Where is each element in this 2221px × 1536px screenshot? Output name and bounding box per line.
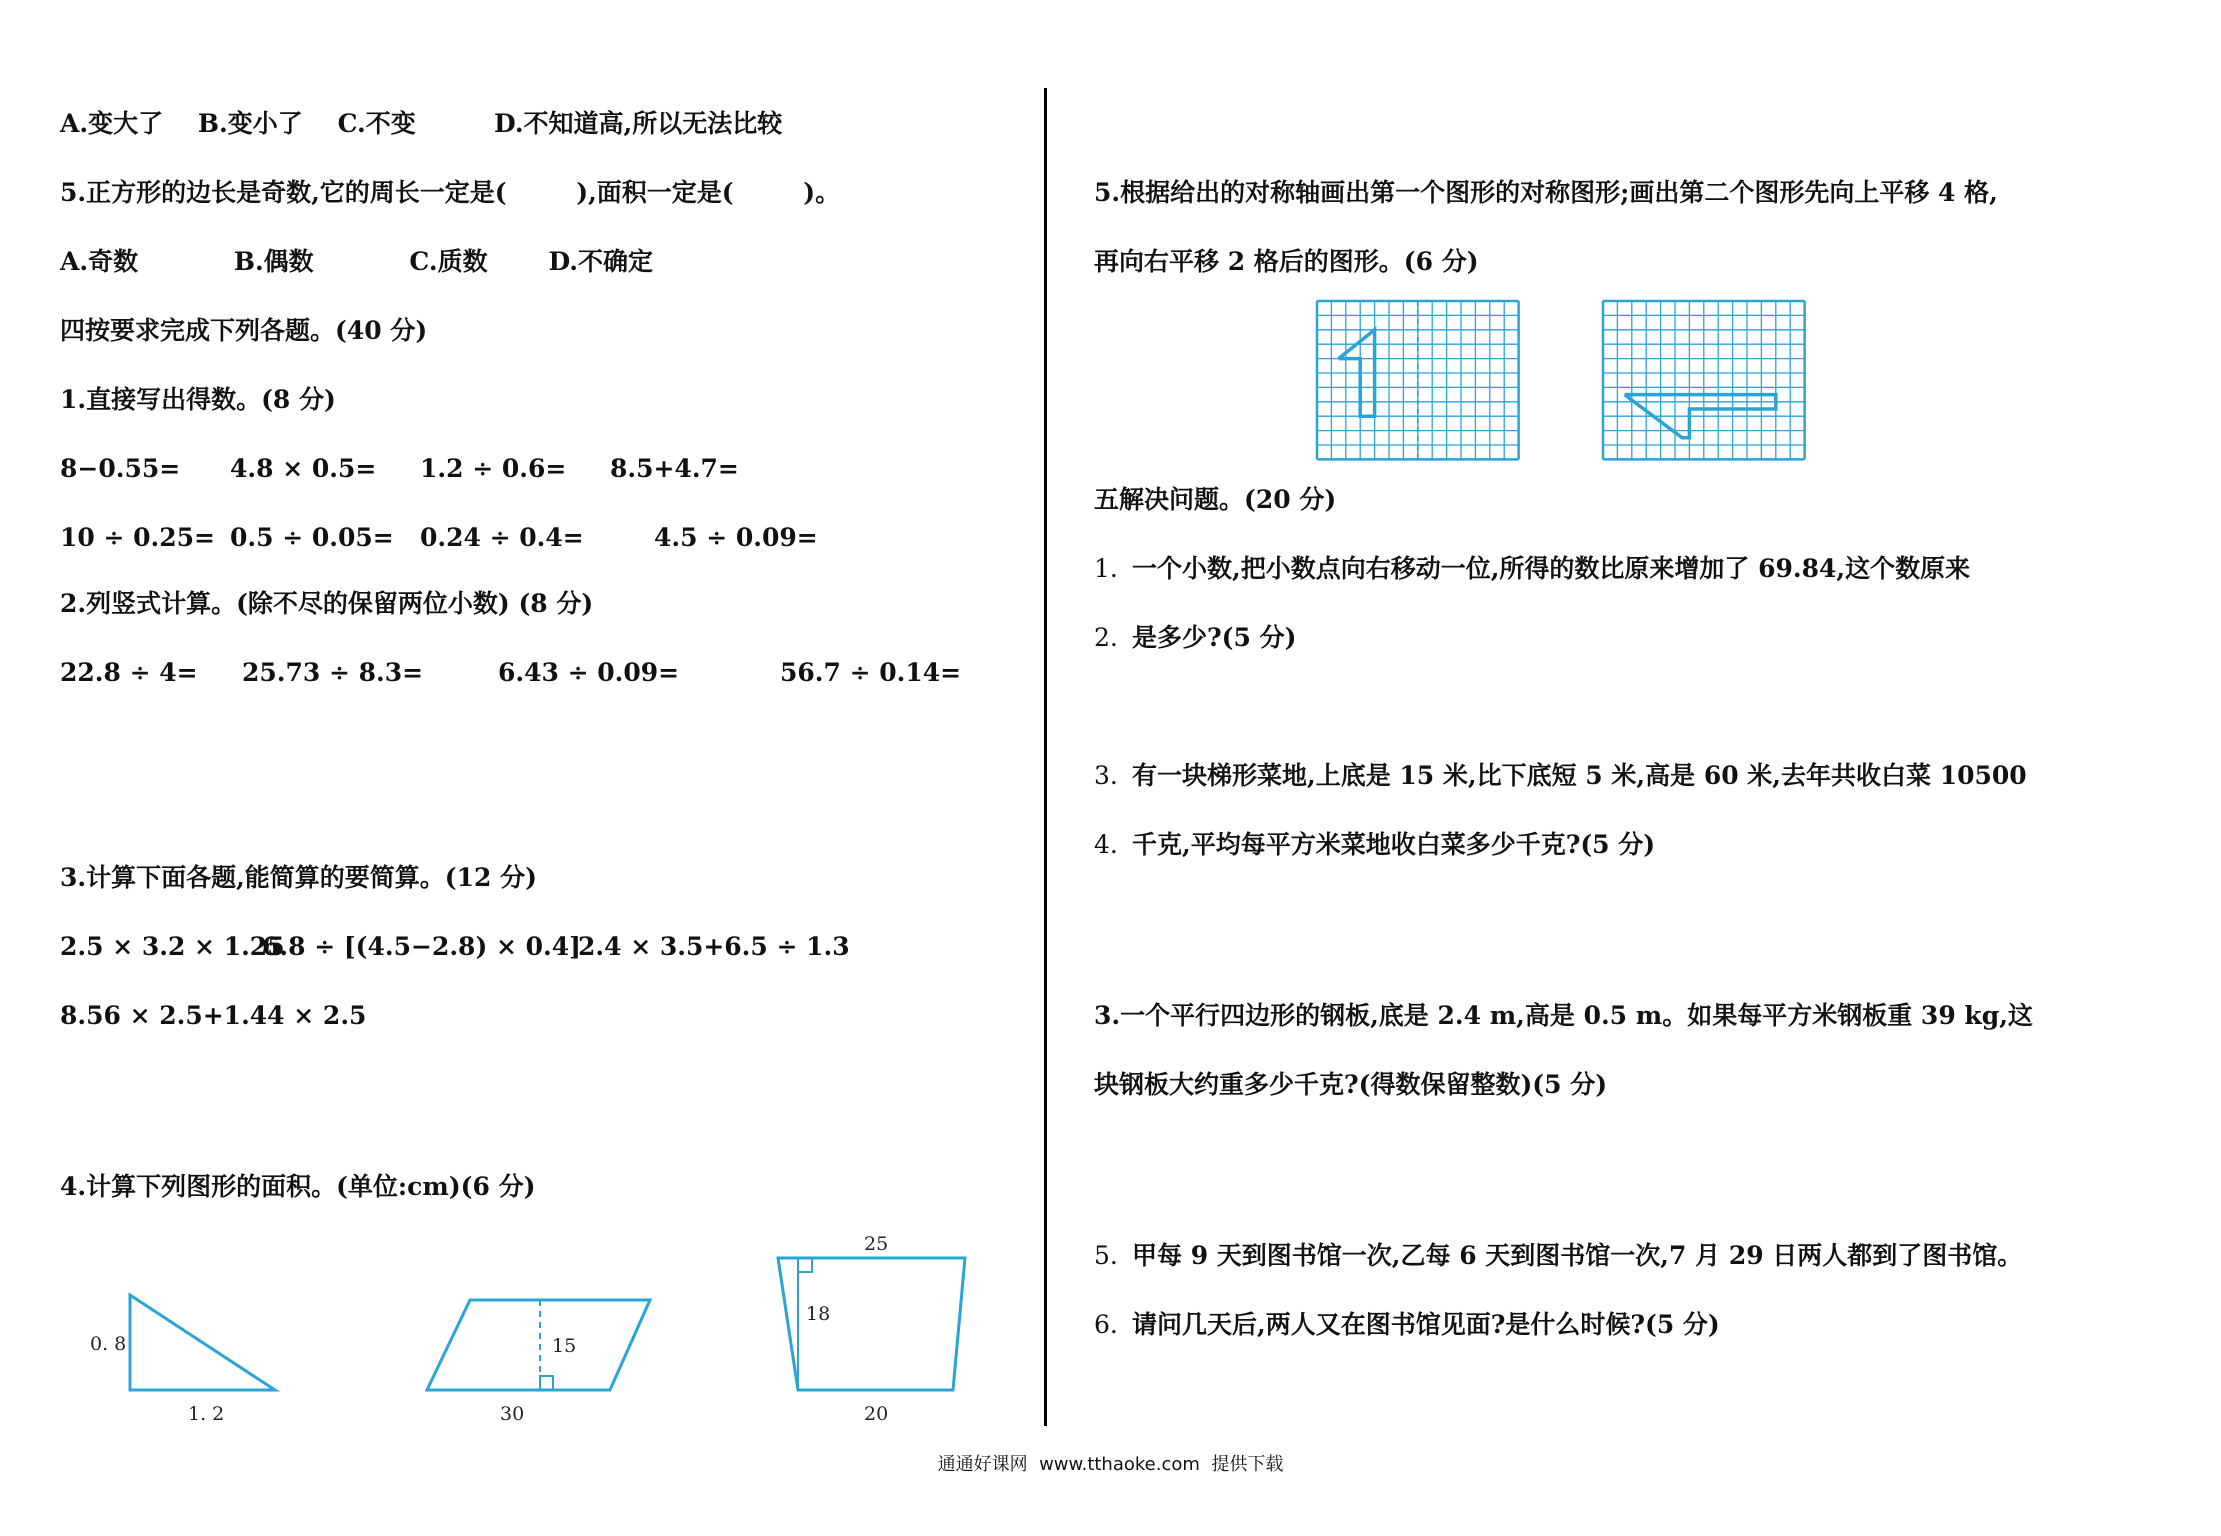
- line-number: 3.: [1094, 761, 1118, 790]
- problem-text: 一个小数,把小数点向右移动一位,所得的数比原来增加了 69.84,这个数原来: [1132, 554, 1971, 583]
- parallelogram-height-label: 15: [552, 1335, 577, 1357]
- line-number: 2.: [1094, 623, 1118, 652]
- trapezoid-bottom-label: 20: [864, 1403, 889, 1425]
- parallelogram-base-label: 30: [500, 1403, 525, 1425]
- symmetry-grid: [1314, 298, 1528, 466]
- vertical-calc-3: 6.43 ÷ 0.09=: [498, 658, 680, 687]
- line-number: 5.: [1094, 1241, 1118, 1270]
- part-1-title: 1.直接写出得数。(8 分): [60, 385, 336, 414]
- oral-calc-3: 1.2 ÷ 0.6=: [420, 454, 567, 483]
- simplify-calc-1: 2.5 × 3.2 × 1.25: [60, 932, 285, 961]
- part-2-title: 2.列竖式计算。(除不尽的保留两位小数) (8 分): [60, 589, 594, 618]
- oral-calc-8: 4.5 ÷ 0.09=: [654, 523, 818, 552]
- problem-steel-plate-line1: 3.一个平行四边形的钢板,底是 2.4 m,高是 0.5 m。如果每平方米钢板重 39 kg,这: [1094, 1001, 2033, 1030]
- oral-calc-1: 8−0.55=: [60, 454, 181, 483]
- problem-line-6: [1094, 1309, 1720, 1341]
- column-divider: [1044, 88, 1047, 1426]
- section-5-title: 五解决问题。(20 分): [1094, 485, 1337, 514]
- part-4-title: 4.计算下列图形的面积。(单位:cm)(6 分): [60, 1172, 536, 1201]
- oral-calc-4: 8.5+4.7=: [610, 454, 739, 483]
- question-5-square: 5.正方形的边长是奇数,它的周长一定是( ),面积一定是( )。: [60, 178, 841, 207]
- problem-line-5: [1094, 1240, 2022, 1272]
- simplify-calc-2: 6.8 ÷ [(4.5−2.8) × 0.4]: [262, 932, 581, 961]
- oral-calc-5: 10 ÷ 0.25=: [60, 523, 215, 552]
- problem-line-2: [1094, 622, 1296, 654]
- trapezoid-height-label: 18: [806, 1303, 831, 1325]
- problem-text: 请问几天后,两人又在图书馆见面?是什么时候?(5 分): [1132, 1310, 1720, 1339]
- trapezoid-top-label: 25: [864, 1233, 889, 1255]
- footer-source: 通通好课网 www.tthaoke.com 提供下载: [937, 1454, 1284, 1475]
- line-number: 6.: [1094, 1310, 1118, 1339]
- right-triangle-figure: [80, 1280, 300, 1435]
- problem-line-1: [1094, 553, 1970, 585]
- parallelogram-figure: [415, 1290, 665, 1440]
- option-line-number-type: A.奇数 B.偶数 C.质数 D.不确定: [60, 247, 653, 276]
- oral-calc-7: 0.24 ÷ 0.4=: [420, 523, 584, 552]
- oral-calc-6: 0.5 ÷ 0.05=: [230, 523, 394, 552]
- question-5-symmetry-line2: 再向右平移 2 格后的图形。(6 分): [1094, 247, 1479, 276]
- problem-text: 有一块梯形菜地,上底是 15 米,比下底短 5 米,高是 60 米,去年共收白菜 10500: [1132, 761, 2027, 790]
- part-3-title: 3.计算下面各题,能简算的要简算。(12 分): [60, 863, 537, 892]
- problem-line-4: [1094, 829, 1655, 861]
- option-line-a-d: A.变大了 B.变小了 C.不变 D.不知道高,所以无法比较: [60, 109, 783, 138]
- vertical-calc-2: 25.73 ÷ 8.3=: [242, 658, 424, 687]
- line-number: 4.: [1094, 830, 1118, 859]
- simplify-calc-4: 8.56 × 2.5+1.44 × 2.5: [60, 1001, 367, 1030]
- question-5-symmetry-line1: 5.根据给出的对称轴画出第一个图形的对称图形;画出第二个图形先向上平移 4 格,: [1094, 178, 1998, 207]
- problem-line-3: [1094, 760, 2027, 792]
- line-number: 1.: [1094, 554, 1118, 583]
- triangle-height-label: 0. 8: [90, 1333, 127, 1355]
- problem-text: 千克,平均每平方米菜地收白菜多少千克?(5 分): [1132, 830, 1656, 859]
- problem-text: 是多少?(5 分): [1132, 623, 1297, 652]
- simplify-calc-3: 2.4 × 3.5+6.5 ÷ 1.3: [578, 932, 850, 961]
- trapezoid-figure: [770, 1228, 980, 1438]
- vertical-calc-4: 56.7 ÷ 0.14=: [780, 658, 962, 687]
- oral-calc-2: 4.8 × 0.5=: [230, 454, 377, 483]
- triangle-base-label: 1. 2: [188, 1403, 225, 1425]
- vertical-calc-1: 22.8 ÷ 4=: [60, 658, 198, 687]
- section-4-title: 四按要求完成下列各题。(40 分): [60, 316, 428, 345]
- translation-grid: [1600, 298, 1814, 466]
- problem-text: 甲每 9 天到图书馆一次,乙每 6 天到图书馆一次,7 月 29 日两人都到了图书馆。: [1132, 1241, 2023, 1270]
- problem-steel-plate-line2: 块钢板大约重多少千克?(得数保留整数)(5 分): [1094, 1070, 1608, 1099]
